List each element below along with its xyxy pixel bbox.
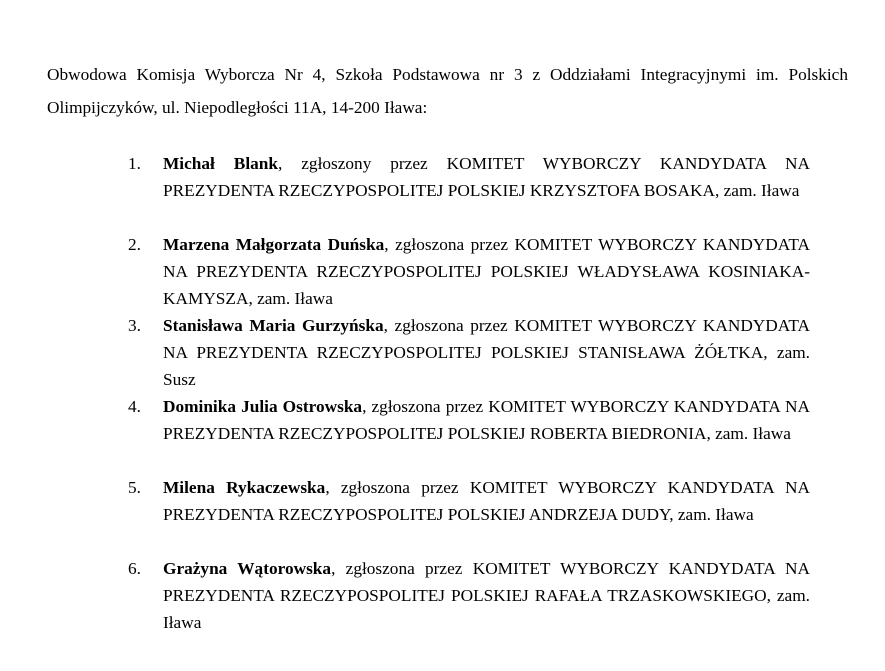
member-details: , zgłoszona przez KOMITET WYBORCZY KANDYDATA NA PREZYDENTA RZECZYPOSPOLITEJ POLSKIEJ WŁADYSŁAWA KOSINIAKA-KAMYSZA, zam. Iława [163,235,810,308]
member-details: , zgłoszona przez KOMITET WYBORCZY KANDYDATA NA PREZYDENTA RZECZYPOSPOLITEJ POLSKIEJ ANDRZEJA DUDY, zam. Iława [163,478,811,524]
member-name: Marzena Małgorzata Duńska [163,235,385,254]
list-item [0,394,885,475]
list-number: 5. [128,478,141,497]
member-name: Milena Rykaczewska [163,478,326,497]
member-entry [163,475,810,529]
member-list [0,151,885,637]
member-details: , zgłoszona przez KOMITET WYBORCZY KANDYDATA NA PREZYDENTA RZECZYPOSPOLITEJ POLSKIEJ STANISŁAWA ŻÓŁTKA, zam. Susz [163,316,810,389]
member-details: , zgłoszona przez KOMITET WYBORCZY KANDYDATA NA PREZYDENTA RZECZYPOSPOLITEJ POLSKIEJ ROBERTA BIEDRONIA, zam. Iława [163,397,811,443]
list-number: 1. [128,154,141,173]
member-name: Dominika Julia Ostrowska [163,397,363,416]
member-entry [163,556,810,636]
list-number: 3. [128,316,141,335]
list-number: 2. [128,235,141,254]
member-entry [163,232,810,312]
member-entry [163,151,810,205]
member-name: Michał Blank [163,154,278,173]
member-entry [163,394,810,448]
list-item [0,556,885,637]
list-item [0,313,885,394]
list-number: 4. [128,397,141,416]
list-item [0,151,885,232]
member-entry [163,313,810,393]
commission-heading: Obwodowa Komisja Wyborcza Nr 4, Szkoła Podstawowa nr 3 z Oddziałami Integracyjnymi im. Polskich Olimpijczyków, ul. Niepodległości 11A, 14-200 Iława: [47,65,848,117]
member-details: , zgłoszony przez KOMITET WYBORCZY KANDYDATA NA PREZYDENTA RZECZYPOSPOLITEJ POLSKIEJ KRZYSZTOFA BOSAKA, zam. Iława [163,154,810,200]
list-item [0,475,885,556]
list-item [0,232,885,313]
member-details: , zgłoszona przez KOMITET WYBORCZY KANDYDATA NA PREZYDENTA RZECZYPOSPOLITEJ POLSKIEJ RAFAŁA TRZASKOWSKIEGO, zam. Iława [163,559,810,632]
list-number: 6. [128,559,141,578]
member-name: Grażyna Wątorowska [163,559,332,578]
member-name: Stanisława Maria Gurzyńska [163,316,384,335]
